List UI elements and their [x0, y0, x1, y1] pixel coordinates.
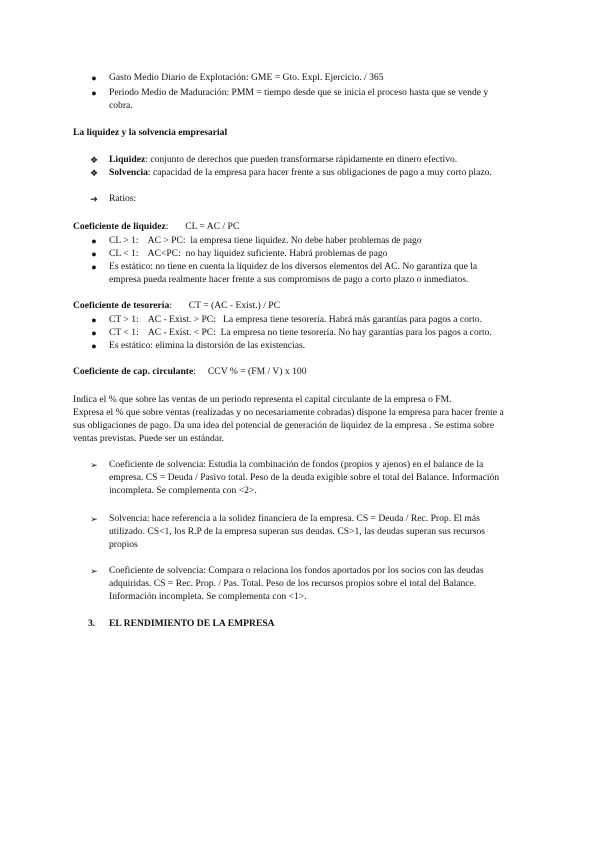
text-line: Es estático: elimina la distorsión de las existencias.	[109, 340, 306, 351]
text-line: cobra.	[109, 100, 133, 111]
text-line: CL < 1: AC<PC: no hay liquidez suficiente. Habrá problemas de pago	[109, 248, 388, 259]
text-line: CL > 1: AC > PC: la empresa tiene liquidez. No debe haber problemas de pago	[109, 235, 422, 246]
text-line: empresa pueda realmente hacer frente a sus compromisos de pago a corto plazo o inmediatos.	[109, 274, 469, 285]
text-line: Información incompleta. Se complementa con <1>.	[109, 591, 307, 602]
section-heading: La liquidez y la solvencia empresarial	[73, 127, 228, 138]
text-line: adquiridas. CS = Rec. Prop. / Pas. Total. Peso de los recursos propios sobre el total del Balance.	[109, 578, 477, 589]
coef-tesoreria-heading: Coeficiente de tesorería: CT = (AC - Exist.) / PC	[73, 300, 281, 311]
paragraph-line: Indica el % que sobre las ventas de un periodo representa el capital circulante de la empresa o FM.	[73, 394, 452, 405]
section-number: 3.	[88, 618, 96, 629]
bullet-icon: ●	[91, 341, 97, 351]
bullet-icon: ●	[91, 236, 97, 246]
diamond-bullet-icon: ❖	[89, 168, 99, 178]
bullet-icon: ●	[91, 315, 97, 325]
paragraph-line: sus obligaciones de pago. Da una idea del potencial de generación de liquidez de la empresa . Se estima sobre	[73, 420, 495, 431]
bullet-icon: ●	[91, 328, 97, 338]
arrowhead-bullet-icon: ➢	[90, 460, 98, 470]
bullet-icon: ●	[91, 262, 97, 272]
arrowhead-bullet-icon: ➢	[90, 566, 98, 576]
definition-solvencia: Solvencia: capacidad de la empresa para hacer frente a sus obligaciones de pago a muy corto plazo.	[109, 167, 492, 178]
arrowhead-bullet-icon: ➢	[90, 514, 98, 524]
text-line: Gasto Medio Diario de Explotación: GME = Gto. Expl. Ejercicio. / 365	[109, 72, 384, 83]
text-line: Coeficiente de solvencia: Estudia la combinación de fondos (propios y ajenos) en el balance de la	[109, 459, 484, 470]
text-line: Coeficiente de solvencia: Compara o relaciona los fondos aportados por los socios con las deudas	[109, 565, 484, 576]
ratios-label: Ratios:	[109, 193, 137, 204]
bullet-icon: ●	[91, 73, 97, 83]
bullet-icon: ●	[91, 249, 97, 259]
definition-liquidez: Liquidez: conjunto de derechos que pueden transformarse rápidamente en dinero efectivo.	[109, 154, 458, 165]
text-line: CT > 1: AC - Exist. > PC: La empresa tiene tesorería. Habrá más garantías para pagos a corto.	[109, 314, 482, 325]
paragraph-line: ventas previstas. Puede ser un estándar.	[73, 433, 225, 444]
text-line: Es estático: no tiene en cuenta la liquidez de los diversos elementos del AC. No garantiza que la	[109, 261, 478, 272]
text-line: Solvencia: hace referencia a la solidez financiera de la empresa. CS = Deuda / Rec. Prop. El más	[109, 513, 480, 524]
text-line: utilizado. CS<1, los R.P de la empresa superan sus deudas. CS>1, las deudas superan sus recursos	[109, 526, 486, 537]
text-line: Periodo Medio de Maduración: PMM = tiempo desde que se inicia el proceso hasta que se vende y	[109, 87, 489, 98]
diamond-bullet-icon: ❖	[89, 155, 99, 165]
bullet-icon: ●	[91, 88, 97, 98]
text-line: CT < 1: AC - Exist. < PC: La empresa no tiene tesorería. No hay garantías para los pagos a corto.	[109, 327, 492, 338]
text-line: propios	[109, 539, 138, 550]
arrow-right-icon: ➔	[90, 194, 98, 204]
coef-cap-circulante-heading: Coeficiente de cap. circulante: CCV % = (FM / V) x 100	[73, 366, 307, 377]
section-title: EL RENDIMIENTO DE LA EMPRESA	[109, 618, 275, 629]
text-line: incompleta. Se complementa con <2>.	[109, 485, 257, 496]
coef-liquidez-heading: Coeficiente de liquidez: CL = AC / PC	[73, 221, 240, 232]
text-line: empresa. CS = Deuda / Pasivo total. Peso de la deuda exigible sobre el total del Balance. Información	[109, 472, 500, 483]
paragraph-line: Expresa el % que sobre ventas (realizadas y no necesariamente cobradas) dispone la empresa para hacer frente a	[73, 407, 504, 418]
